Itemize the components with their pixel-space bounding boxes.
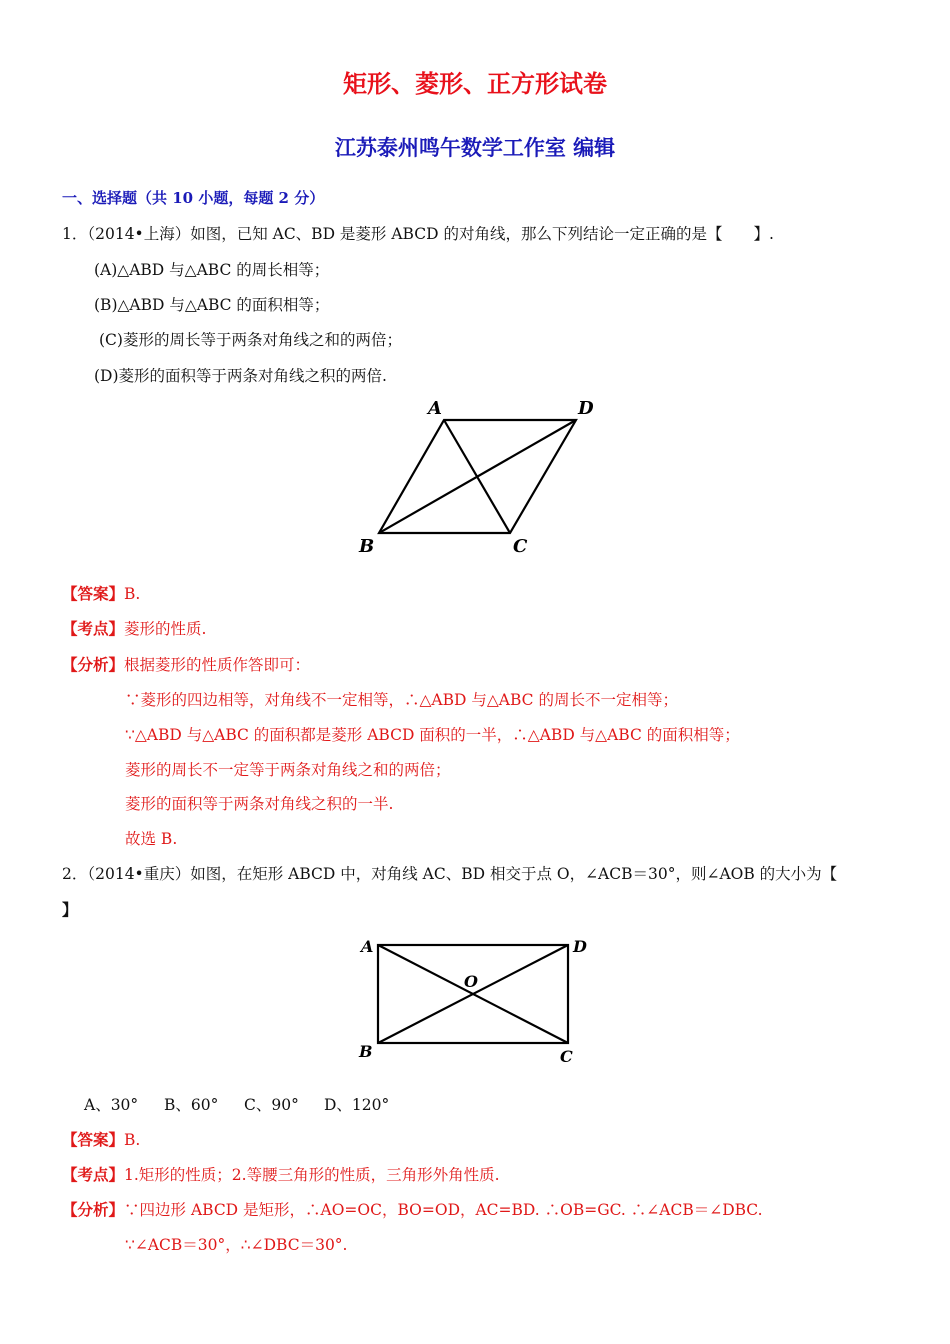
q1-analysis-intro: 根据菱形的性质作答即可： — [124, 656, 311, 674]
rectangle-label-a: A — [361, 937, 374, 956]
q1-option-d: (D)菱形的面积等于两条对角线之积的两倍. — [94, 367, 387, 385]
q2-answer — [62, 1128, 140, 1150]
q1-option-b: (B)△ABD 与△ABC 的面积相等； — [94, 296, 330, 314]
rhombus-label-a: A — [428, 398, 442, 419]
q1-point-value: 菱形的性质. — [124, 620, 207, 638]
q1-answer-value: B. — [124, 585, 141, 603]
q1-analysis-line: ∵菱形的四边相等，对角线不一定相等，∴△ABD 与△ABC 的周长不一定相等； — [125, 691, 678, 709]
rhombus-figure — [350, 392, 610, 562]
q2-analysis — [62, 1198, 763, 1220]
q2-point — [62, 1163, 500, 1185]
page-subtitle: 江苏泰州鸣午数学工作室 编辑 — [334, 135, 616, 160]
q1-answer — [62, 582, 140, 604]
q2-analysis-tag: 【分析】 — [62, 1200, 125, 1219]
q2-choice-a: A、30° — [84, 1096, 139, 1114]
rectangle-figure — [350, 930, 600, 1070]
q1-option-c: (C)菱形的周长等于两条对角线之和的两倍； — [99, 331, 402, 349]
q1-stem: 1．（2014•上海）如图，已知 AC、BD 是菱形 ABCD 的对角线，那么下列结论一定正确的是【 】. — [62, 225, 774, 243]
section-heading: 一、选择题（共 10 小题，每题 2 分） — [62, 189, 325, 207]
q1-analysis — [62, 653, 310, 675]
q2-choice-c: C、90° — [244, 1096, 299, 1114]
q1-analysis-line: 菱形的面积等于两条对角线之积的一半. — [125, 795, 394, 813]
q1-point — [62, 617, 206, 639]
rectangle-label-d: D — [573, 937, 587, 956]
q2-answer-tag: 【答案】 — [62, 1130, 125, 1149]
q1-analysis-line: ∵△ABD 与△ABC 的面积都是菱形 ABCD 面积的一半，∴△ABD 与△ABC 的面积相等； — [125, 726, 740, 744]
q1-analysis-tag: 【分析】 — [62, 655, 125, 674]
q2-stem-line2: 】 — [62, 900, 78, 919]
q2-answer-value: B. — [124, 1131, 141, 1149]
q1-option-a: (A)△ABD 与△ABC 的周长相等； — [94, 261, 330, 279]
q2-stem-line1: 2．（2014•重庆）如图，在矩形 ABCD 中，对角线 AC、BD 相交于点 O，∠ACB＝30°，则∠AOB 的大小为【 — [62, 865, 838, 883]
page-title: 矩形、菱形、正方形试卷 — [343, 69, 607, 98]
q2-choice-b: B、60° — [164, 1096, 219, 1114]
rectangle-label-b: B — [359, 1042, 373, 1061]
rectangle-label-o: O — [464, 972, 478, 991]
q1-answer-tag: 【答案】 — [62, 584, 125, 603]
rhombus-diagonal-bd — [379, 420, 576, 533]
q2-analysis-line1: ∵四边形 ABCD 是矩形，∴AO=OC，BO=OD，AC=BD. ∴OB=GC. ∴∠ACB＝∠DBC. — [124, 1201, 763, 1219]
rectangle-label-c: C — [560, 1047, 573, 1066]
q1-point-tag: 【考点】 — [62, 619, 125, 638]
q2-choice-d: D、120° — [324, 1096, 390, 1114]
rhombus-label-d: D — [578, 398, 594, 419]
q2-point-value: 1.矩形的性质；2.等腰三角形的性质，三角形外角性质. — [124, 1166, 500, 1184]
rhombus-label-c: C — [513, 536, 528, 557]
q2-analysis-line2: ∵∠ACB＝30°，∴∠DBC＝30°. — [125, 1236, 348, 1254]
rhombus-label-b: B — [359, 536, 375, 557]
q2-point-tag: 【考点】 — [62, 1165, 125, 1184]
q1-analysis-line: 故选 B. — [125, 830, 178, 848]
q1-analysis-line: 菱形的周长不一定等于两条对角线之和的两倍； — [125, 761, 451, 779]
